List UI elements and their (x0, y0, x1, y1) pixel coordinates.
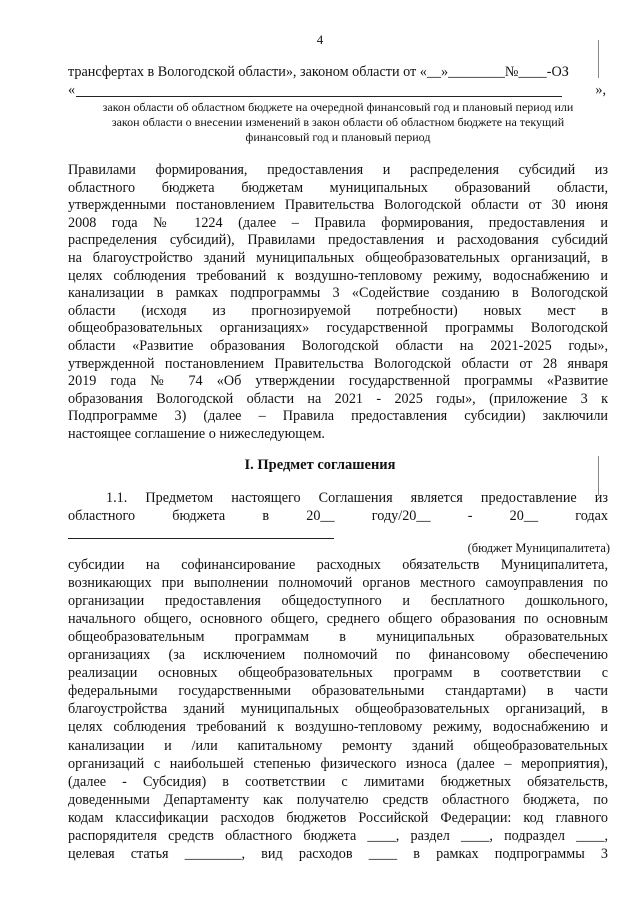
clause-1-1-body-line: канализации и /или капитальному ремонту зданий общеобразовательных (68, 737, 608, 754)
caption-line-3: финансовый год и плановый период (245, 130, 431, 144)
clause-1-1-body-line: реализации основных общеобразовательных программ в соответствии с (68, 665, 608, 682)
header-caption (68, 100, 608, 145)
preamble-line: общеобразовательных организациях» государственной программы Вологодской (68, 320, 608, 337)
clause-1-1-body-line: целевая статья ________, вид расходов ____ в рамках подпрограммы 3 (68, 845, 608, 862)
page-number: 4 (316, 32, 324, 47)
clause-1-1-body-line: возникающих при выполнении полномочий органов местного самоуправления по (68, 575, 608, 592)
clause-1-1-body-line: доведенными Департаменту как получателю средств областного бюджета, по (68, 791, 608, 808)
clause-1-1-body-line: (далее - Субсидия) в соответствии с лимитами бюджетных обязательств, (68, 773, 608, 790)
clause-1-1-body-line: начального общего, основного общего, среднего общего образования по основным (68, 611, 608, 628)
clause-1-1-body-line: организаций с наибольшей степенью физического износа (далее – мероприятия), (68, 755, 608, 772)
preamble-line: утвержденными постановлением Правительства Вологодской области от 30 июня (68, 197, 608, 214)
clause-1-1-body-line: организации предоставления общедоступного и бесплатного дошкольного, (68, 593, 608, 610)
preamble-line: 2019 года № 74 «Об утверждении государственной программы «Развитие (68, 373, 608, 390)
preamble-line: образования Вологодской области на 2021 - 2025 годы», (приложение 3 к (68, 390, 608, 407)
scan-edge-mark (598, 456, 599, 496)
preamble-line: распределения субсидий), Правилами предоставления и расходования субсидий (68, 232, 608, 249)
preamble-line: на благоустройство зданий муниципальных общеобразовательных организаций, в (68, 250, 608, 266)
clause-1-1-body-line: субсидии на софинансирование расходных обязательств Муниципалитета, (68, 557, 608, 573)
clause-1-1-line-1: 1.1. Предметом настоящего Соглашения является предоставление из (106, 490, 608, 506)
preamble-line: Подпрограмме 3) (далее – Правила предоставления субсидии) заключили (68, 408, 608, 425)
budget-underline (68, 538, 334, 539)
law-name-underline (76, 96, 562, 97)
clause-1-1-body-line: организациях (за исключением полномочий по финансовому обеспечению (68, 647, 608, 664)
caption-line-2: закон области о внесении изменений в закон области об областном бюджете на текущий (111, 115, 565, 129)
header-line-1: трансфертах в Вологодской области», законом области от «__»________№____-ОЗ (68, 64, 569, 80)
clause-1-1-body-line: кодам классификации расходов бюджетов Российской Федерации: код главного (68, 809, 608, 826)
clause-1-1-line-2: областного бюджета в 20__ году/20__ - 20__ годах (68, 508, 608, 524)
scan-edge-mark (598, 40, 599, 78)
clause-1-1-body-line: благоустройства зданий муниципальных общеобразовательных организаций, в (68, 701, 608, 718)
preamble-line: утвержденной постановлением Правительства Вологодской области от 28 января (68, 355, 608, 372)
preamble-line: целях соблюдения требований к воздушно-тепловому режиму, водоснабжению и (68, 267, 608, 284)
preamble-line: областного бюджета бюджетам муниципальных образований области, (68, 179, 608, 196)
clause-1-1-body-line: целях соблюдения требований к воздушно-тепловому режиму, водоснабжению и (68, 719, 608, 736)
section-heading: I. Предмет соглашения (244, 457, 396, 473)
preamble-line: канализации в рамках подпрограммы 3 «Содействие созданию в Вологодской (68, 285, 608, 302)
clause-1-1-body-line: федеральными государственными образовательными стандартами) в части (68, 683, 608, 700)
open-quote: « (68, 82, 76, 98)
clause-1-1-body-line: общеобразовательным программам в муниципальных образовательных (68, 629, 608, 646)
preamble-last-line: настоящее соглашение о нижеследующем. (68, 426, 325, 442)
preamble-line: области (исходя из прогнозируемой потребности) новых мест в (68, 302, 608, 319)
preamble-line: 2008 года № 1224 (далее – Правила формирования, предоставления и (68, 214, 608, 231)
budget-caption: (бюджет Муниципалитета) (467, 541, 610, 555)
close-quote: », (595, 82, 606, 98)
clause-1-1-body-line: распорядителя средств областного бюджета ____, раздел ____, подраздел ____, (68, 827, 608, 844)
preamble-line: Правилами формирования, предоставления и распределения субсидий из (68, 162, 608, 178)
caption-line-1: закон области об областном бюджете на очередной финансовый год и плановый период или (102, 100, 574, 114)
preamble-line: области «Развитие образования Вологодской области на 2021-2025 годы», (68, 338, 608, 354)
